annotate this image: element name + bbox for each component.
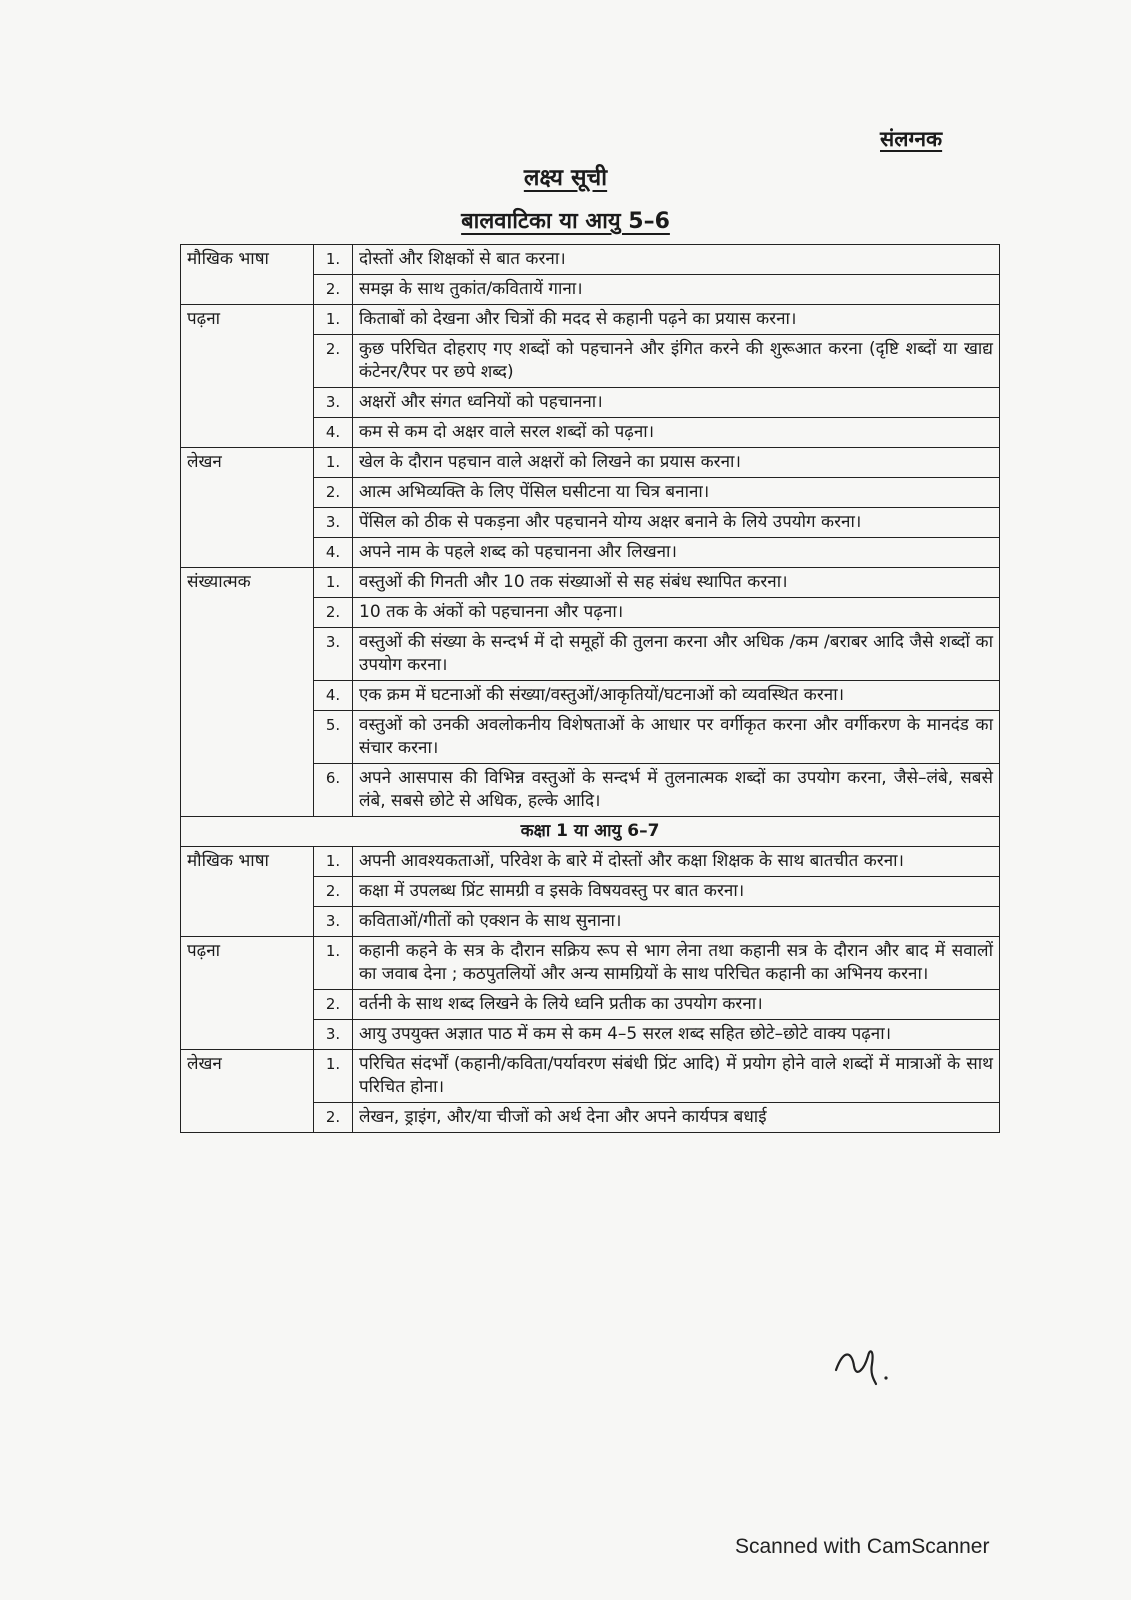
goal-number: 3. xyxy=(314,388,353,418)
goal-row xyxy=(181,568,1000,598)
goal-row xyxy=(181,305,1000,335)
goal-text: पेंसिल को ठीक से पकड़ना और पहचानने योग्य अक्षर बनाने के लिये उपयोग करना। xyxy=(353,508,1000,538)
goal-text: खेल के दौरान पहचान वाले अक्षरों को लिखने का प्रयास करना। xyxy=(353,448,1000,478)
subject-cell: लेखन xyxy=(181,448,314,568)
goal-number: 2. xyxy=(314,275,353,305)
goal-text: कविताओं/गीतों को एक्शन के साथ सुनाना। xyxy=(353,907,1000,937)
subject-cell: लेखन xyxy=(181,1050,314,1133)
goal-text: वस्तुओं को उनकी अवलोकनीय विशेषताओं के आधार पर वर्गीकृत करना और वर्गीकरण के मानदंड का संचार करना। xyxy=(353,711,1000,764)
goal-number: 2. xyxy=(314,478,353,508)
goal-number: 3. xyxy=(314,907,353,937)
goal-text: आयु उपयुक्त अज्ञात पाठ में कम से कम 4–5 सरल शब्द सहित छोटे–छोटे वाक्य पढ़ना। xyxy=(353,1020,1000,1050)
goal-row xyxy=(181,937,1000,990)
goal-number: 1. xyxy=(314,448,353,478)
section-heading-row xyxy=(181,817,1000,847)
goal-text: अपने नाम के पहले शब्द को पहचानना और लिखना। xyxy=(353,538,1000,568)
goal-number: 3. xyxy=(314,628,353,681)
goal-text: अक्षरों और संगत ध्वनियों को पहचानना। xyxy=(353,388,1000,418)
goal-number: 2. xyxy=(314,335,353,388)
goal-row xyxy=(181,847,1000,877)
subject-cell: मौखिक भाषा xyxy=(181,847,314,937)
goal-number: 1. xyxy=(314,1050,353,1103)
goal-number: 5. xyxy=(314,711,353,764)
goal-row xyxy=(181,245,1000,275)
subject-cell: संख्यात्मक xyxy=(181,568,314,817)
subject-cell: पढ़ना xyxy=(181,305,314,448)
goal-text: अपने आसपास की विभिन्न वस्तुओं के सन्दर्भ में तुलनात्मक शब्दों का उपयोग करना, जैसे–लंबे, सबसे लंबे, सबसे छोटे से अधिक, हल्के आदि। xyxy=(353,764,1000,817)
signature-mark xyxy=(830,1340,910,1390)
goal-number: 4. xyxy=(314,418,353,448)
goal-text: कम से कम दो अक्षर वाले सरल शब्दों को पढ़ना। xyxy=(353,418,1000,448)
goal-text: अपनी आवश्यकताओं, परिवेश के बारे में दोस्तों और कक्षा शिक्षक के साथ बातचीत करना। xyxy=(353,847,1000,877)
subject-cell: मौखिक भाषा xyxy=(181,245,314,305)
scanner-watermark: Scanned with CamScanner xyxy=(735,1535,990,1558)
goal-number: 4. xyxy=(314,681,353,711)
goal-text: किताबों को देखना और चित्रों की मदद से कहानी पढ़ने का प्रयास करना। xyxy=(353,305,1000,335)
goal-text: कुछ परिचित दोहराए गए शब्दों को पहचानने और इंगित करने की शुरूआत करना (दृष्टि शब्दों या खाद्य कंटेनर/रैपर पर छपे शब्द) xyxy=(353,335,1000,388)
goal-text: 10 तक के अंकों को पहचानना और पढ़ना। xyxy=(353,598,1000,628)
goal-number: 2. xyxy=(314,877,353,907)
goal-number: 4. xyxy=(314,538,353,568)
goal-row xyxy=(181,1050,1000,1103)
goal-number: 3. xyxy=(314,508,353,538)
goal-text: वर्तनी के साथ शब्द लिखने के लिये ध्वनि प्रतीक का उपयोग करना। xyxy=(353,990,1000,1020)
goal-number: 1. xyxy=(314,937,353,990)
goal-number: 3. xyxy=(314,1020,353,1050)
goal-number: 2. xyxy=(314,598,353,628)
goal-number: 1. xyxy=(314,568,353,598)
goal-number: 2. xyxy=(314,1103,353,1133)
page-subtitle: बालवाटिका या आयु 5–6 xyxy=(461,209,670,234)
section-heading: कक्षा 1 या आयु 6–7 xyxy=(181,817,1000,847)
goal-row xyxy=(181,448,1000,478)
goal-text: कहानी कहने के सत्र के दौरान सक्रिय रूप से भाग लेना तथा कहानी सत्र के दौरान और बाद में सवालों का जवाब देना ; कठपुतलियों और अन्य सामग्रियों के साथ परिचित कहानी का अभिनय करना। xyxy=(353,937,1000,990)
goal-number: 1. xyxy=(314,245,353,275)
subject-cell: पढ़ना xyxy=(181,937,314,1050)
goal-text: परिचित संदर्भों (कहानी/कविता/पर्यावरण संबंधी प्रिंट आदि) में प्रयोग होने वाले शब्दों में मात्राओं के साथ परिचित होना। xyxy=(353,1050,1000,1103)
goals-table xyxy=(180,244,1000,1133)
goal-text: लेखन, ड्राइंग, और/या चीजों को अर्थ देना और अपने कार्यपत्र बधाई xyxy=(353,1103,1000,1133)
goal-number: 1. xyxy=(314,305,353,335)
goal-text: वस्तुओं की संख्या के सन्दर्भ में दो समूहों की तुलना करना और अधिक /कम /बराबर आदि जैसे शब्दों का उपयोग करना। xyxy=(353,628,1000,681)
page-title: लक्ष्य सूची xyxy=(523,165,608,191)
goal-text: वस्तुओं की गिनती और 10 तक संख्याओं से सह संबंध स्थापित करना। xyxy=(353,568,1000,598)
goal-number: 1. xyxy=(314,847,353,877)
annex-label: संलग्नक xyxy=(880,127,943,151)
goal-number: 2. xyxy=(314,990,353,1020)
goal-text: आत्म अभिव्यक्ति के लिए पेंसिल घसीटना या चित्र बनाना। xyxy=(353,478,1000,508)
goal-text: समझ के साथ तुकांत/कवितायें गाना। xyxy=(353,275,1000,305)
goal-text: एक क्रम में घटनाओं की संख्या/वस्तुओं/आकृतियों/घटनाओं को व्यवस्थित करना। xyxy=(353,681,1000,711)
goal-number: 6. xyxy=(314,764,353,817)
goal-text: दोस्तों और शिक्षकों से बात करना। xyxy=(353,245,1000,275)
goal-text: कक्षा में उपलब्ध प्रिंट सामग्री व इसके विषयवस्तु पर बात करना। xyxy=(353,877,1000,907)
